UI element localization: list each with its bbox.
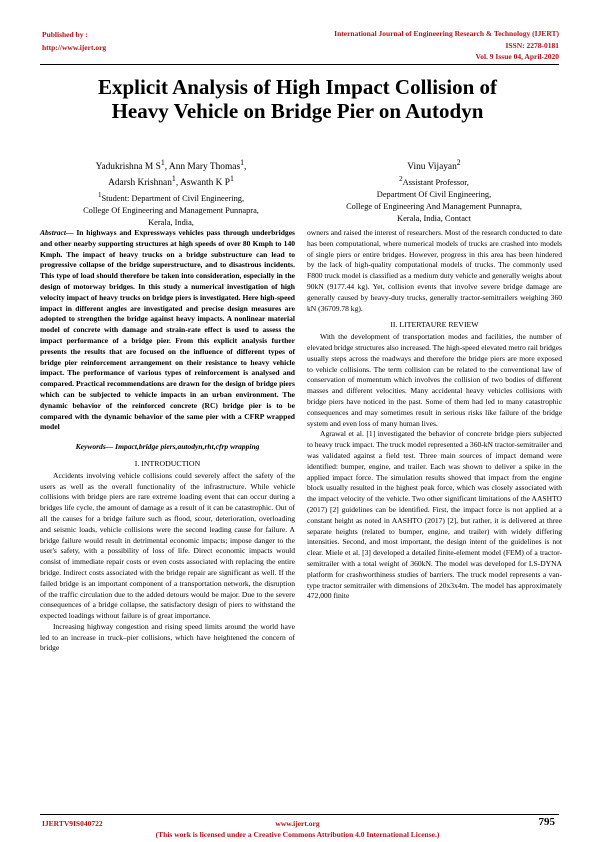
paper-title xyxy=(40,75,555,123)
authors-right xyxy=(305,157,563,225)
footer-center xyxy=(0,819,595,840)
journal-url-link[interactable]: http://www.ijert.org xyxy=(42,43,107,52)
abstract-label: Abstract xyxy=(40,228,66,237)
affiliation-line-2: Department Of Civil Engineering, xyxy=(376,189,492,199)
affiliation-line-3: Kerala, India, xyxy=(148,218,194,228)
affiliation-line-2: College Of Engineering and Management Punnapra, xyxy=(83,206,259,216)
intro-paragraph-1: Accidents involving vehicle collisions could severely affect the safety of the users as well as the overall functionality of the infrastructure. While vehicle collisions with bridge piers are rare extreme loading event that can occur during a bridges life cycle, the amount of damage as a result of it can be catastrophic. Out of all the causes for a bridge failure such as flood, scour, deterioration, overloading and seismic loads, vehicle collisions were the second leading cause for failure. A bridge failure would result in detrimental economic impacts; impose danger to the user's safety, with a possibility of loss of life. Direct economic impacts would consist of immediate repair costs or even costs associated with replacing the entire bridge. Indirect costs associated with the bridge repair are significant as well. If the failed bridge is an important component of a transportation network, the disruption of the traffic circulation due to the added detours would be major. Due to the severe consequences of a bridge collapse, the satisfactory design of piers to withstand the expected loadings without failure is of great importance. xyxy=(40,470,295,621)
paper-id: IJERTV9IS040722 xyxy=(42,819,103,828)
journal-name: International Journal of Engineering Research & Technology (IJERT) xyxy=(334,29,559,38)
author-name: Vinu Vijayan$^2$ xyxy=(407,158,461,173)
intro-paragraph-2: Increasing highway congestion and rising speed limits around the world have led to an increase in truck–pier collisions, which have heightened the concern of bridge xyxy=(40,621,295,653)
footer-divider xyxy=(40,814,559,815)
affiliation-line-3: College of Engineering And Management Punnapra, xyxy=(346,201,522,211)
affiliation-line-1: $^2$Assistant Professor, xyxy=(399,175,469,187)
section-heading-introduction: I. INTRODUCTION xyxy=(134,458,201,468)
left-column xyxy=(40,228,295,654)
keywords: Keywords— Impact,bridge piers,autodyn,rht,cfrp wrapping xyxy=(75,442,260,452)
header-publisher xyxy=(42,28,106,54)
affiliation-line-4: Kerala, India, Contact xyxy=(397,213,471,223)
review-paragraph-1: With the development of transportation modes and facilities, the number of elevated bridge structures also increased. The high-speed elevated metro rail bridges usually steps across the roadways and therefore the bridge piers are more exposed to vehicle collisions. The term collision can be related to the conventional law of conservation of momentum which involves the collision of two bodies of different masses and different velocities. Many accidental heavy vehicles collisions with bridge piers have noticed in the past. Some of them had led to many catastrophic consequences and may sometimes result in serious risks like failure of the bridge system and even loss of many human lives. xyxy=(307,332,562,428)
abstract xyxy=(40,228,295,433)
license-notice: (This work is licensed under a Creative Commons Attribution 4.0 International License.) xyxy=(155,829,440,839)
volume-issue: Vol. 9 Issue 04, April-2020 xyxy=(475,52,559,61)
right-column xyxy=(307,228,562,602)
title-line-2: Heavy Vehicle on Bridge Pier on Autodyn xyxy=(111,99,484,123)
authors-left xyxy=(36,157,306,229)
footer-url-link[interactable]: www.ijert.org xyxy=(275,819,320,828)
author-names-line-2: Adarsh Krishnan$^1$, Aswanth K $P^1$ xyxy=(108,174,234,189)
review-paragraph-2: Agrawal et al. [1] investigated the behavior of concrete bridge piers subjected to heavy truck impact. The truck model represented a 360-kN tractor-semitrailer and was validated against a field test. Three main sources of impact demand were identified: bumper, engine, and trailer. Each was shown to deliver a spike in the applied impact force. The simulation results showed that impact from the engine block usually resulted in the highest peak force, which was closely associated with the impact velocity of the vehicle. Two other significant limitations of the AASHTO (2017) [2] guidelines can be identified. First, the impact force is not applied at a constant height as noted in AASHTO (2017) [2], but rather, it is delivered at three separate heights (related to bumper, engine, and trailer) with widely differing intensities. Second, and most important, the design intent of the guidelines is not clear. Miele et al. [3] developed a detailed finite-element model (FEM) of a tractor-semitrailer with a total weight of 360kN. The model was developed for LS-DYNA platform for crashworthiness studies of barriers. The truck model represents a van-type tractor semitrailer with dimensions of 20x3x4m. The model has approximately 472,000 finite xyxy=(307,429,562,601)
intro-paragraph-continued: owners and raised the interest of researchers. Most of the research conducted to date has been computational, where numerical models of trucks are crashed into models of single piers or entire bridges. However, progress in this area has been hindered by the lack of high-quality computational models of trucks. The commonly used F800 truck model is classified as a medium duty vehicle and generally weighs about 90kN (9177.44 kg). Yet, collision events that involve severe bridge damage are generally caused by heavy-duty trucks, generally tractor-semitrailers weighing 360 kN (36709.78 kg). xyxy=(307,228,562,313)
abstract-text: — In highways and Expressways vehicles pass through underbridges and other nearby supporting structures at high speeds of over 80 Kmph to 140 Kmph. The impact of heavy trucks on a bridge substructure can lead to progressive collapse of the bridge superstructure, and to disastrous incidents. This type of load should therefore be taken into consideration, especially in the design of motorway bridges. In this study a numerical investigation of high velocity impact of heavy trucks on bridge piers is investigated. Here high-speed impact in different angles are investigated and precise design measures are adopted to strengthen the bridge against heavy impacts. A nonlinear material model of concrete with damage and strain-rate effect is used to assess the impact performance of a bridge pier. From this explicit analysis further presents the results that are focused on the influence of different types of bridge pier reinforcement arrangement on their resistance to heavy vehicle impact. The performance of various types of reinforcement is analysed and compared. Practical recommendations are drawn for the design of bridge piers which can be subjected to vehicle impacts in an urban environment. The dynamic behavior of the reinforced concrete (RC) bridge pier is to be compared with the dynamic behavior of the same pier with a CFRP wrapped model xyxy=(40,228,295,432)
page-number: 795 xyxy=(538,816,555,828)
header-divider xyxy=(40,64,559,65)
author-names-line-1: Yadukrishna M $S^1$, Ann Mary Thomas$^1$, xyxy=(95,158,247,173)
section-heading-literature-review: II. LITERTAURE REVIEW xyxy=(390,320,479,330)
issn: ISSN: 2278-0181 xyxy=(505,40,559,50)
header-journal-info xyxy=(334,28,559,63)
affiliation-line-1: $^1$Student: Department of Civil Engineering, xyxy=(97,191,245,204)
published-by-label: Published by : xyxy=(42,30,88,39)
title-line-1: Explicit Analysis of High Impact Collision of xyxy=(97,75,498,99)
